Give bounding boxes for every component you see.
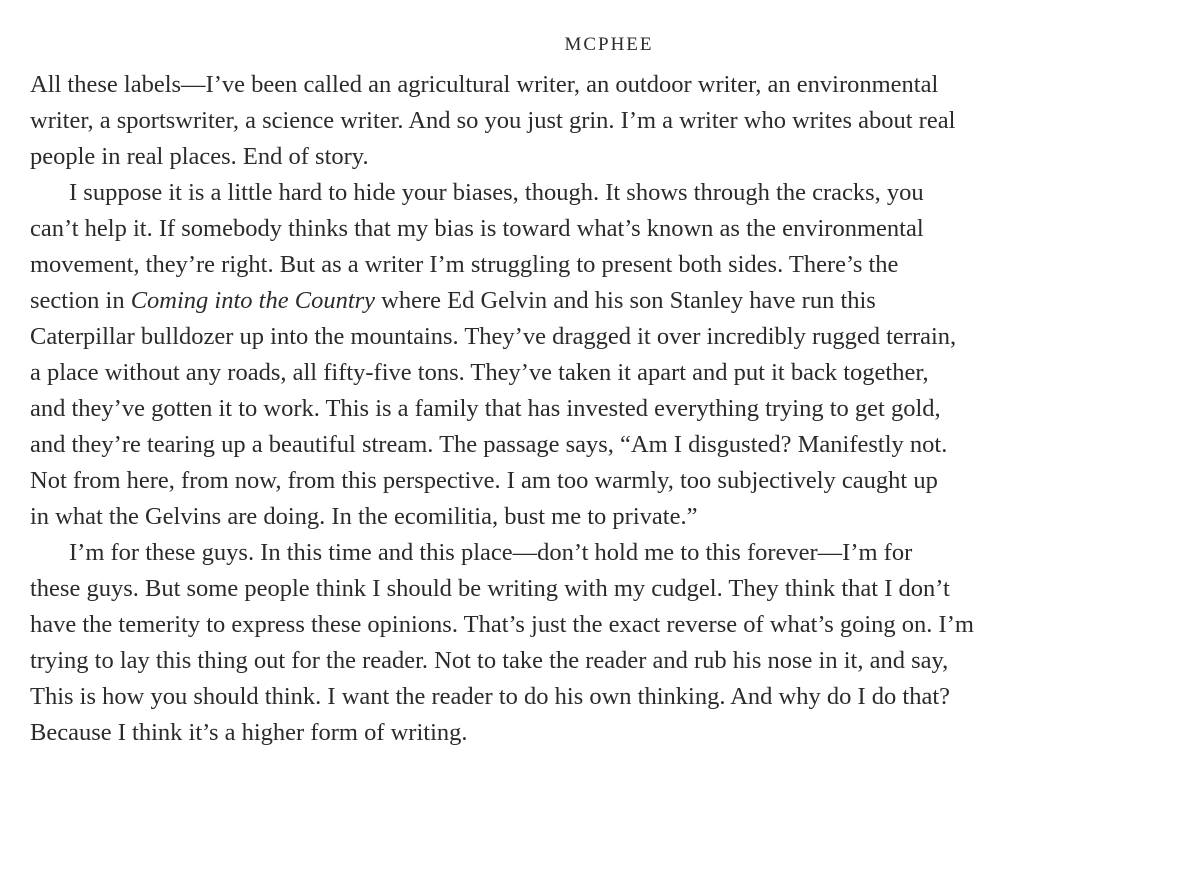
paragraph-1 <box>30 67 1180 175</box>
text-line: and they’ve gotten it to work. This is a family that has invested everything trying to get gold, <box>30 395 941 422</box>
text-line: movement, they’re right. But as a writer I’m struggling to present both sides. There’s the <box>30 251 899 278</box>
book-title: Coming into the Country <box>130 287 376 314</box>
text-line: can’t help it. If somebody thinks that my bias is toward what’s known as the environmental <box>30 215 924 242</box>
text-line: Caterpillar bulldozer up into the mountains. They’ve dragged it over incredibly rugged terrain, <box>30 323 957 350</box>
book-page <box>30 30 1180 751</box>
text-line: a place without any roads, all fifty-five tons. They’ve taken it apart and put it back together, <box>30 359 929 386</box>
text-line: I’m for these guys. In this time and this place—don’t hold me to this forever—I’m for <box>69 539 913 566</box>
text-line: I suppose it is a little hard to hide your biases, though. It shows through the cracks, you <box>69 179 924 206</box>
text-line: trying to lay this thing out for the reader. Not to take the reader and rub his nose in it, and say, <box>30 647 949 674</box>
text-line-with-book-title <box>30 283 1180 319</box>
text-span: section in <box>30 287 131 314</box>
paragraph-3 <box>30 535 1180 751</box>
text-line: these guys. But some people think I should be writing with my cudgel. They think that I don’t <box>30 575 950 602</box>
running-head: MCPHEE <box>564 34 654 55</box>
text-line: in what the Gelvins are doing. In the ecomilitia, bust me to private.” <box>30 503 698 530</box>
text-line: All these labels—I’ve been called an agricultural writer, an outdoor writer, an environmental <box>30 71 939 98</box>
text-span: where Ed Gelvin and his son Stanley have run this <box>375 287 876 314</box>
text-line: Because I think it’s a higher form of writing. <box>30 719 468 746</box>
text-line: and they’re tearing up a beautiful stream. The passage says, “Am I disgusted? Manifestly not. <box>30 431 948 458</box>
text-line: writer, a sportswriter, a science writer. And so you just grin. I’m a writer who writes about real <box>30 107 956 134</box>
text-line: people in real places. End of story. <box>30 143 369 170</box>
paragraph-2 <box>30 175 1180 535</box>
text-line: This is how you should think. I want the reader to do his own thinking. And why do I do that? <box>30 683 951 710</box>
text-line: Not from here, from now, from this perspective. I am too warmly, too subjectively caught up <box>30 467 938 494</box>
text-line: have the temerity to express these opinions. That’s just the exact reverse of what’s going on. I’m <box>30 611 974 638</box>
